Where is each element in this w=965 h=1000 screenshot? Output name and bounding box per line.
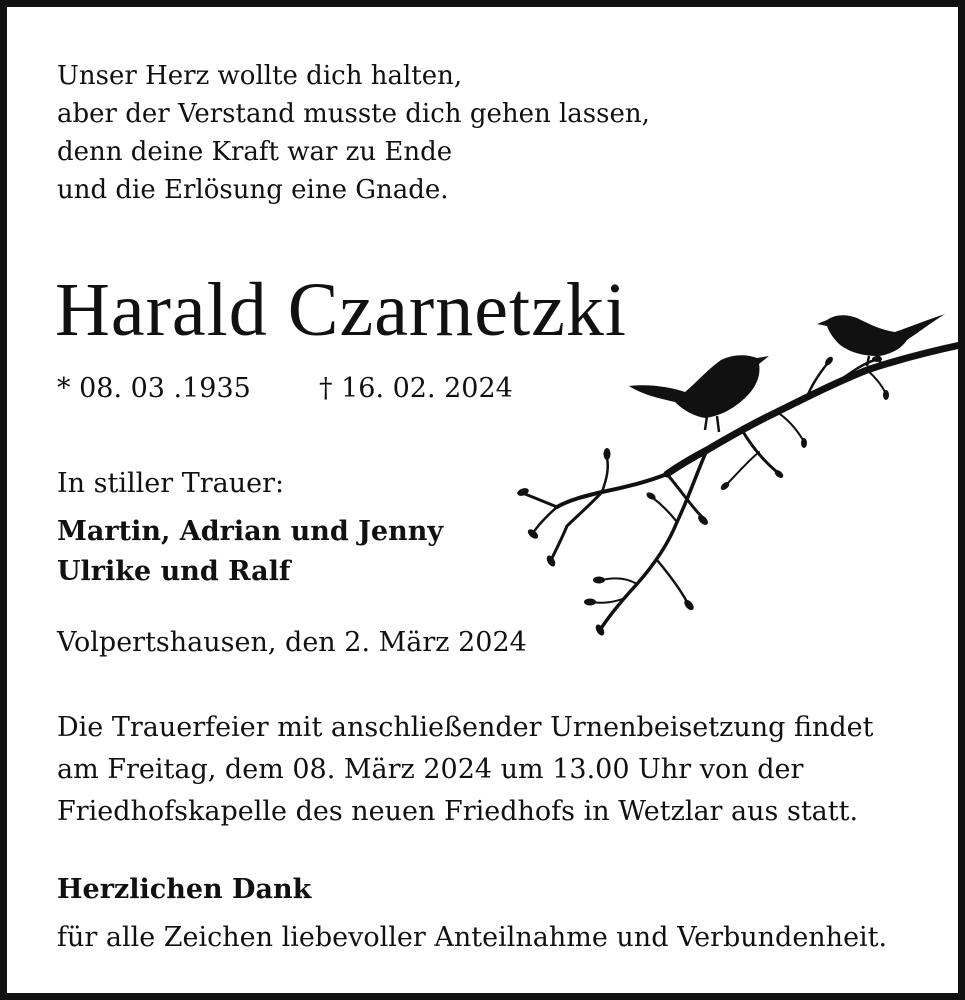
mourner-line: Ulrike und Ralf xyxy=(57,556,291,587)
service-line: Friedhofskapelle des neuen Friedhofs in Wetzlar aus statt. xyxy=(57,796,859,827)
poem-line: und die Erlösung eine Gnade. xyxy=(57,175,449,205)
death-date: † 16. 02. 2024 xyxy=(319,373,513,404)
birth-date: * 08. 03 .1935 xyxy=(57,373,251,404)
poem-line: aber der Verstand musste dich gehen lassen, xyxy=(57,99,650,129)
service-line: am Freitag, dem 08. März 2024 um 13.00 Uhr von der xyxy=(57,754,804,785)
poem-line: Unser Herz wollte dich halten, xyxy=(57,61,463,91)
service-info xyxy=(57,707,874,833)
place-date: Volpertshausen, den 2. März 2024 xyxy=(57,627,527,658)
birds-on-branch-icon xyxy=(507,302,965,647)
memorial-poem xyxy=(57,57,650,209)
poem-line: denn deine Kraft war zu Ende xyxy=(57,137,453,167)
thanks-text: für alle Zeichen liebevoller Anteilnahme und Verbundenheit. xyxy=(57,922,888,953)
mourners-list xyxy=(57,512,443,592)
deceased-name: Harald Czarnetzki xyxy=(55,268,627,352)
mourner-line: Martin, Adrian und Jenny xyxy=(57,516,444,547)
thanks-title: Herzlichen Dank xyxy=(57,874,312,905)
mourning-intro: In stiller Trauer: xyxy=(57,468,285,499)
service-line: Die Trauerfeier mit anschließender Urnenbeisetzung findet xyxy=(57,712,874,743)
